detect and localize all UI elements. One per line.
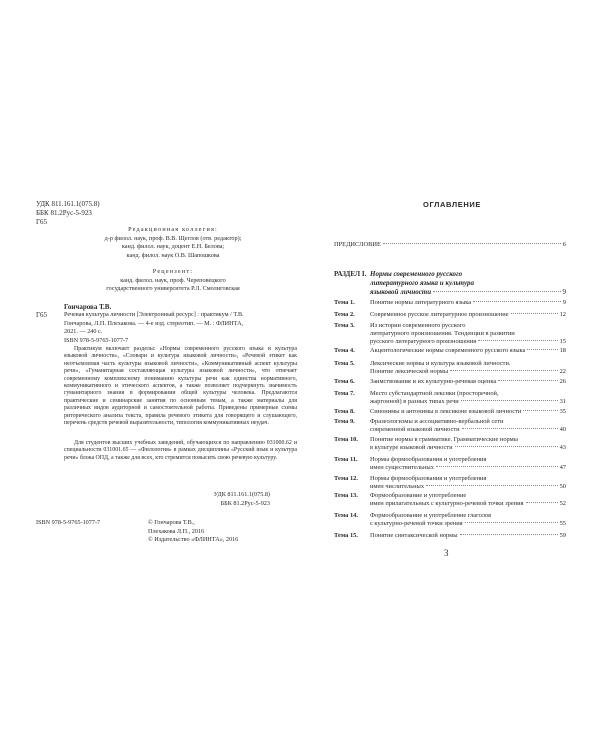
toc-entry-title: Понятие нормы литературного языка: [370, 299, 472, 306]
toc-entry-title: языковой личности: [370, 288, 432, 296]
toc-page-number: 18: [559, 347, 566, 354]
toc-entry-title: жаргонной) в разных типах речи: [370, 398, 459, 405]
toc-leader-dots: [426, 485, 558, 486]
udk-line: УДК 811.161.1(075.8): [36, 200, 100, 208]
copyright-line: Плехакова Л.П., 2016: [148, 527, 205, 535]
toc-entry-title: Место субстандартной лексики (просторечной,: [370, 390, 499, 397]
bbk-bottom-line: ББК 81.2Рус-5-923: [220, 499, 270, 507]
toc-entry-title: литературного языка и культура: [370, 279, 474, 287]
toc-entry-title: Из истории современного русского: [370, 322, 466, 329]
toc-page-number: 9: [562, 299, 566, 306]
toc-entry-title: Понятие синтаксической нормы: [370, 532, 458, 539]
toc-leader-dots: [527, 349, 557, 350]
toc-entry-number: Тема 8.: [334, 408, 355, 415]
toc-page-number: 15: [559, 338, 566, 345]
toc-title: ОГЛАВЛЕНИЕ: [423, 200, 481, 209]
toc-leader-dots: [460, 534, 558, 535]
toc-entry-number: Тема 15.: [334, 532, 358, 539]
reviewer-line: канд. филол. наук, проф. Череповецкого: [120, 276, 226, 284]
toc-entry-number: Тема 14.: [334, 512, 358, 519]
toc-entry-number: Тема 2.: [334, 311, 355, 318]
g65-margin-code: Г65: [36, 311, 48, 319]
toc-leader-dots: [478, 340, 557, 341]
toc-entry-number: Тема 11.: [334, 456, 358, 463]
toc-entry-title: русского литературного произношения: [370, 338, 477, 345]
editorial-board-heading: Редакционная коллегия:: [128, 226, 218, 233]
toc-entry-title: имен прилагательных с культурно-речевой точки зрения: [370, 500, 524, 507]
copyright-line: © Гончарова Т.В.,: [148, 519, 195, 526]
toc-leader-dots: [498, 380, 557, 381]
udk-bottom-line: УДК 811.161.1(075.8): [213, 491, 270, 498]
toc-leader-dots: [433, 291, 560, 292]
toc-entry-title: Нормы формообразования и употребления: [370, 475, 487, 482]
toc-entry-number: Тема 9.: [334, 418, 355, 425]
g65-code: Г65: [36, 218, 48, 226]
toc-entry-number: Тема 1.: [334, 299, 355, 306]
toc-leader-dots: [523, 410, 557, 411]
toc-entry-title: имен числительных: [370, 483, 425, 490]
reviewer-heading: Рецензент:: [152, 268, 194, 275]
toc-entry-title: Формообразование и употребление глаголов: [370, 512, 492, 519]
editor-line: канд. филол. наук, доцент Е.Н. Белова;: [121, 243, 225, 251]
copyright-block: [148, 519, 238, 545]
page-number: 3: [444, 548, 449, 558]
toc-page-number: 9: [562, 288, 566, 296]
toc-entry-title: Современное русское литературное произношение: [370, 311, 509, 318]
toc-leader-dots: [461, 400, 558, 401]
toc-entry-title: Нормы формообразования и употребления: [370, 456, 487, 463]
editor-line: канд. филол. наук О.В. Шапошкова: [126, 251, 220, 259]
toc-page-number: 50: [559, 483, 566, 490]
toc-page-number: 52: [559, 500, 566, 507]
toc-page-number: 6: [562, 241, 566, 248]
toc-entry-title: Заимствования и их культурно-речевая оценка: [370, 378, 497, 385]
reviewer-line: государственного университета Р.Л. Смолиговская: [106, 285, 240, 293]
toc-page-number: 47: [559, 464, 566, 471]
abstract-paragraph: Практикум включает разделы: «Нормы современного русского языка и культура языковой личности», «Словари и культура языковой личности», «Речевой этикет как неотъемлемая часть культуры языковой личности», «Коммуникативный аспект культуры речи», «Гуманитарная составляющая культуры языковой личности», что отвечает современному комплексному пониманию культуры речи как единства нормативного, коммуникативного и этического аспектов, а также позволяет подчеркнуть значимость гуманитарного знания в формировании общей культуры человека. Предлагаются практические и семинарские занятия по основным темам, а также материалы для различных видов аудиторной и самостоятельной работы. Приведены примерные схемы риторического анализа текста, правила речевого этикета для говорящего и слушающего, перечень средств речевой выразительности, типология коммуникативных неудач.: [64, 346, 297, 427]
toc-entry-number: Тема 12.: [334, 475, 358, 482]
isbn-bottom: ISBN 978-5-9765-1077-7: [36, 519, 101, 526]
toc-entry-number: РАЗДЕЛ I.: [334, 270, 367, 278]
toc-leader-dots: [436, 466, 558, 467]
toc-entry-number: Тема 5.: [334, 360, 355, 367]
toc-entry-title: в культуре языковой личности: [370, 444, 453, 451]
toc-entry-number: Тема 3.: [334, 322, 355, 329]
toc-entry-number: Тема 13.: [334, 492, 358, 499]
biblio-line: Речевая культура личности [Электронный ресурс] : практикум / Т.В.: [64, 311, 244, 318]
editorial-board: [48, 226, 298, 260]
udk-bottom: [214, 491, 270, 508]
toc-page-number: 59: [559, 532, 566, 539]
toc-leader-dots: [465, 522, 558, 523]
toc-page-number: 22: [559, 368, 566, 375]
toc-leader-dots: [511, 313, 558, 314]
author-name: Гончарова Т.В.: [64, 303, 112, 311]
toc-entry-title: Понятие нормы в грамматике. Грамматические нормы: [370, 436, 518, 443]
toc-page-number: 43: [559, 444, 566, 451]
toc-leader-dots: [473, 301, 561, 302]
audience-paragraph: Для студентов высших учебных заведений, обучающихся по направлению 031000.62 и специальности 031001.65 — «Филология» в рамках дисциплины «Русский язык и культура речи» блока ОПД, а также для всех, кто стремится повысить свою речевую культуру.: [64, 440, 297, 461]
toc-entry-title: Фразеологизмы и ассоциативно-вербальной сети: [370, 418, 504, 425]
bibliographic-record: [64, 311, 297, 345]
toc-entry-title: Понятие лексической нормы: [370, 368, 449, 375]
toc-entry-title: современной языковой личности: [370, 426, 460, 433]
udk-block: [36, 200, 100, 227]
toc-entry-number: Тема 4.: [334, 347, 355, 354]
toc-page-number: 35: [559, 408, 566, 415]
toc-entry-title: Синонимы и антонимы в лексиконе языковой личности: [370, 408, 522, 415]
toc-entry-title: литературного произношения. Тенденции в развитии: [370, 330, 515, 337]
toc-entry-number: Тема 10.: [334, 436, 358, 443]
editor-line: д-р филол. наук, проф. В.В. Щеглов (отв. редактор);: [104, 234, 242, 242]
bbk-line: ББК 81.2Рус-5-923: [36, 209, 92, 217]
toc-page-number: 26: [559, 378, 566, 385]
toc-entry-title: с культурно-речевой точки зрения: [370, 520, 463, 527]
reviewer-block: [48, 268, 298, 294]
copyright-line: © Издательство «ФЛИНТА», 2016: [148, 536, 239, 544]
toc-leader-dots: [526, 502, 558, 503]
toc-leader-dots: [455, 446, 558, 447]
toc-entry-title: ПРЕДИСЛОВИЕ: [334, 241, 381, 248]
toc-entry-title: Нормы современного русского: [370, 270, 463, 278]
toc-leader-dots: [450, 370, 557, 371]
toc-leader-dots: [383, 243, 561, 244]
toc-entry-title: Акцентологические нормы современного русского языка: [370, 347, 526, 354]
toc-entry-title: имен существительных: [370, 464, 434, 471]
toc-page-number: 40: [559, 426, 566, 433]
toc-page-number: 12: [559, 311, 566, 318]
toc-page-number: 55: [559, 520, 566, 527]
biblio-line: ISBN 978-5-9765-1077-7: [64, 336, 129, 344]
biblio-line: Гончарова, Л.П. Плехакова. — 4-е изд. стереотип. — М. : ФЛИНТА,: [64, 319, 244, 327]
toc-entry-number: Тема 7.: [334, 390, 355, 397]
toc-entry-number: Тема 6.: [334, 378, 355, 385]
biblio-line: 2021. — 240 с.: [64, 328, 103, 336]
toc-leader-dots: [462, 428, 558, 429]
toc-entry-title: Лексические нормы и культура языковой личности.: [370, 360, 511, 367]
toc-page-number: 31: [559, 398, 566, 405]
toc-entry-title: Формообразование и употребление: [370, 492, 467, 499]
